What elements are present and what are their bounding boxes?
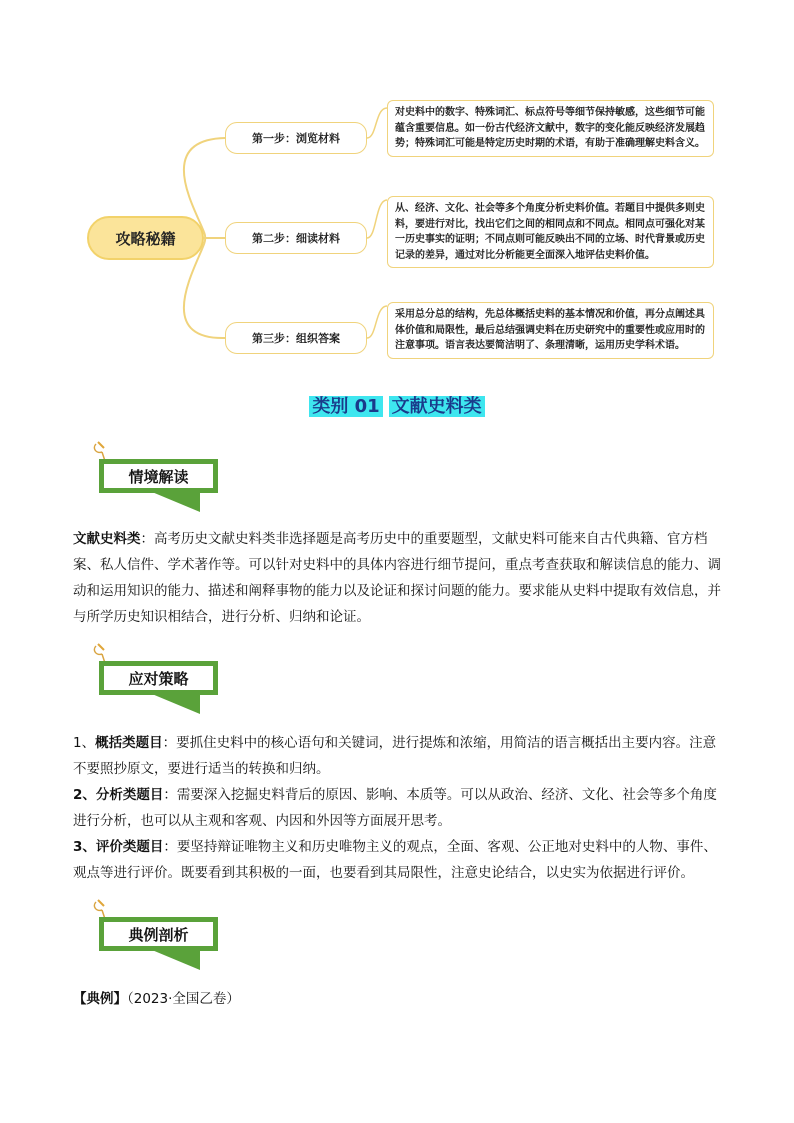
section-title-situation: 情境解读 [100,460,217,492]
mindmap-step-2: 第二步：细读材料 [225,222,367,254]
intro-paragraph [73,526,723,630]
strategy-item-3 [73,834,723,886]
strategy-number: 2、 [73,787,96,803]
strategy-number: 3、 [73,839,96,855]
strategy-lead: 评价类题目 [95,839,164,855]
mindmap-root: 攻略秘籍 [87,216,204,260]
badge-ribbon-icon [152,950,200,970]
section-badge-example [90,896,220,976]
section-badge-situation [90,438,220,518]
category-number: 类别 01 [309,396,382,417]
mindmap-desc-1: 对史料中的数字、特殊词汇、标点符号等细节保持敏感，这些细节可能蕴含重要信息。如一份古代经济文献中，数字的变化能反映经济发展趋势；特殊词汇可能是特定历史时期的术语，有助于准确理解史料含义。 [387,100,714,157]
strategy-text: ：要坚持辩证唯物主义和历史唯物主义的观点，全面、客观、公正地对史料中的人物、事件、观点等进行评价。既要看到其积极的一面，也要看到其局限性，注意史论结合，以史实为依据进行评价。 [73,839,717,881]
example-source: （2023·全国乙卷） [127,991,240,1007]
category-title: 文献史料类 [389,396,485,417]
mindmap-step-1: 第一步：浏览材料 [225,122,367,154]
strategy-text: ：要抓住史料中的核心语句和关键词，进行提炼和浓缩，用简洁的语言概括出主要内容。注意不要照抄原文，要进行适当的转换和归纳。 [73,735,717,777]
intro-text: ：高考历史文献史料类非选择题是高考历史中的重要题型，文献史料可能来自古代典籍、官方档案、私人信件、学术著作等。可以针对史料中的具体内容进行细节提问，重点考查获取和解读信息的能力、调动和运用知识的能力、描述和阐释事物的能力以及论证和探讨问题的能力。要求能从史料中提取有效信息，并与所学历史知识相结合，进行分析、归纳和论证。 [73,531,721,625]
strategy-lead: 分析类题目 [95,787,164,803]
strategy-lead: 概括类题目 [95,735,163,751]
mindmap-desc-3: 采用总分总的结构，先总体概括史料的基本情况和价值，再分点阐述具体价值和局限性，最后总结强调史料在历史研究中的重要性或应用时的注意事项。语言表达要简洁明了、条理清晰，运用历史学科术语。 [387,302,714,359]
category-heading [0,392,794,418]
section-title-example: 典例剖析 [100,918,217,950]
strategy-text: ：需要深入挖掘史料背后的原因、影响、本质等。可以从政治、经济、文化、社会等多个角度进行分析，也可以从主观和客观、内因和外因等方面展开思考。 [73,787,717,829]
example-line [73,986,723,1012]
intro-lead: 文献史料类 [73,531,141,547]
strategy-item-1 [73,730,723,782]
strategy-number: 1、 [73,735,96,751]
example-tag: 【典例】 [73,991,127,1007]
section-title-strategy: 应对策略 [100,662,217,694]
mindmap-step-3: 第三步：组织答案 [225,322,367,354]
section-badge-strategy [90,640,220,720]
badge-ribbon-icon [152,492,200,512]
strategy-item-2 [73,782,723,834]
mindmap-desc-2: 从、经济、文化、社会等多个角度分析史料价值。若题目中提供多则史料，要进行对比，找出它们之间的相同点和不同点。相同点可强化对某一历史事实的证明；不同点则可能反映出不同的立场、时代背景或历史记录的差异，通过对比分析能更全面深入地评估史料价值。 [387,196,714,268]
badge-ribbon-icon [152,694,200,714]
